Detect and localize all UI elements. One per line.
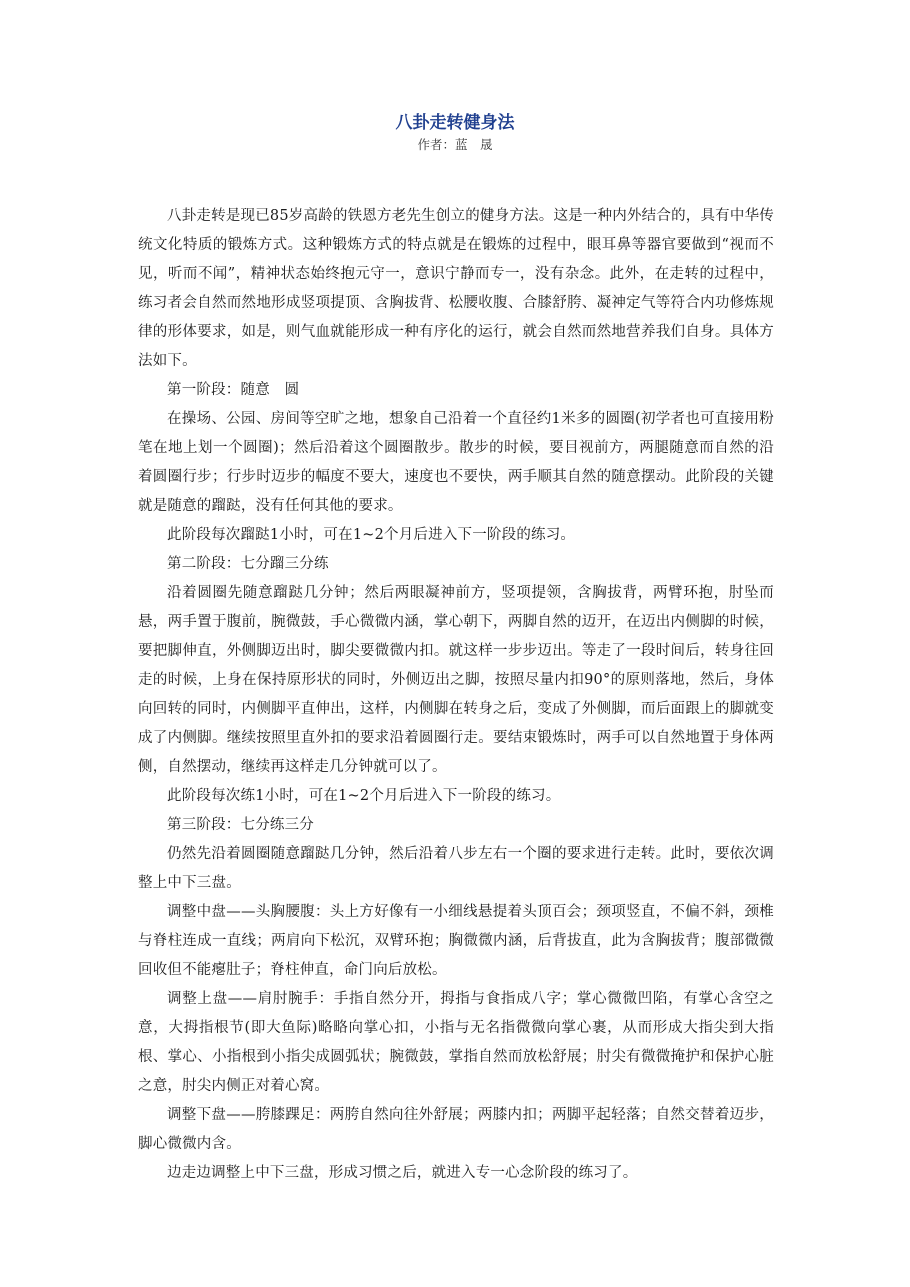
paragraph-lower-pan: 调整下盘——胯膝踝足：两胯自然向往外舒展；两膝内扣；两脚平起轻落；自然交替着迈步，脚心微微内含。	[138, 1107, 774, 1152]
stage-2-heading: 第二阶段：七分蹓三分练	[167, 556, 329, 572]
paragraph-stage-2: 沿着圆圈先随意蹓跶几分钟；然后两眼凝神前方，竖项提领，含胸拔背，两臂环抱，肘坠而悬，两手置于腹前，腕微鼓，手心微微内涵，掌心朝下，两脚自然的迈开，在迈出内侧脚的时候，要把脚伸直，外侧脚迈出时，脚尖要微微内扣。就这样一步步迈出。等走了一段时间后，转身往回走的时候，上身在保持原形状的同时，外侧迈出之脚，按照尽量内扣90°的原则落地，然后，身体向回转的同时，内侧脚平直伸出，这样，内侧脚在转身之后，变成了外侧脚，而后面跟上的脚就变成了内侧脚。继续按照里直外扣的要求沿着圆圈行走。要结束锻炼时，两手可以自然地置于身体两侧，自然摆动，继续再这样走几分钟就可以了。	[138, 585, 774, 775]
paragraph-stage-1: 在操场、公园、房间等空旷之地，想象自己沿着一个直径约1米多的圆圈(初学者也可直接用粉笔在地上划一个圆圈)；然后沿着这个圆圈散步。散步的时候，要目视前方，两腿随意而自然的沿着圆圈行步；行步时迈步的幅度不要大，速度也不要快，两手顺其自然的随意摆动。此阶段的关键就是随意的蹓跶，没有任何其他的要求。	[138, 411, 774, 514]
paragraph-stage-3: 仍然先沿着圆圈随意蹓跶几分钟，然后沿着八步左右一个圈的要求进行走转。此时，要依次调整上中下三盘。	[138, 846, 774, 891]
article-body	[138, 202, 774, 1188]
paragraph-upper-pan: 调整上盘——肩肘腕手：手指自然分开，拇指与食指成八字；掌心微微凹陷，有掌心含空之意，大拇指根节(即大鱼际)略略向掌心扣，小指与无名指微微向掌心裹，从而形成大指尖到大指根、掌心、小指根到小指尖成圆弧状；腕微鼓，掌指自然而放松舒展；肘尖有微微掩护和保护心脏之意，肘尖内侧正对着心窝。	[138, 991, 774, 1094]
article-title: 八卦走转健身法	[395, 113, 515, 133]
article-author: 作者：蓝 晟	[417, 137, 493, 152]
paragraph-middle-pan: 调整中盘——头胸腰腹：头上方好像有一小细线悬提着头顶百会；颈项竖直，不偏不斜，颈椎与脊柱连成一直线；两肩向下松沉，双臂环抱；胸微微内涵，后背拔直，此为含胸拔背；腹部微微回收但不能瘪肚子；脊柱伸直，命门向后放松。	[138, 904, 774, 978]
paragraph-closing: 边走边调整上中下三盘，形成习惯之后，就进入专一心念阶段的练习了。	[167, 1165, 638, 1181]
paragraph-stage-1-duration: 此阶段每次蹓跶1小时，可在1~2个月后进入下一阶段的练习。	[167, 527, 576, 543]
stage-1-heading: 第一阶段：随意 圆	[167, 382, 300, 398]
paragraph-stage-2-duration: 此阶段每次练1小时，可在1~2个月后进入下一阶段的练习。	[167, 788, 561, 804]
paragraph-intro: 八卦走转是现已85岁高龄的铁恩方老先生创立的健身方法。这是一种内外结合的，具有中华传统文化特质的锻炼方式。这种锻炼方式的特点就是在锻炼的过程中，眼耳鼻等器官要做到“视而不见，听而不闻”，精神状态始终抱元守一，意识宁静而专一，没有杂念。此外，在走转的过程中，练习者会自然而然地形成竖项提顶、含胸拔背、松腰收腹、合膝舒胯、凝神定气等符合内功修炼规律的形体要求，如是，则气血就能形成一种有序化的运行，就会自然而然地营养我们自身。具体方法如下。	[138, 208, 774, 369]
stage-3-heading: 第三阶段：七分练三分	[167, 817, 314, 833]
